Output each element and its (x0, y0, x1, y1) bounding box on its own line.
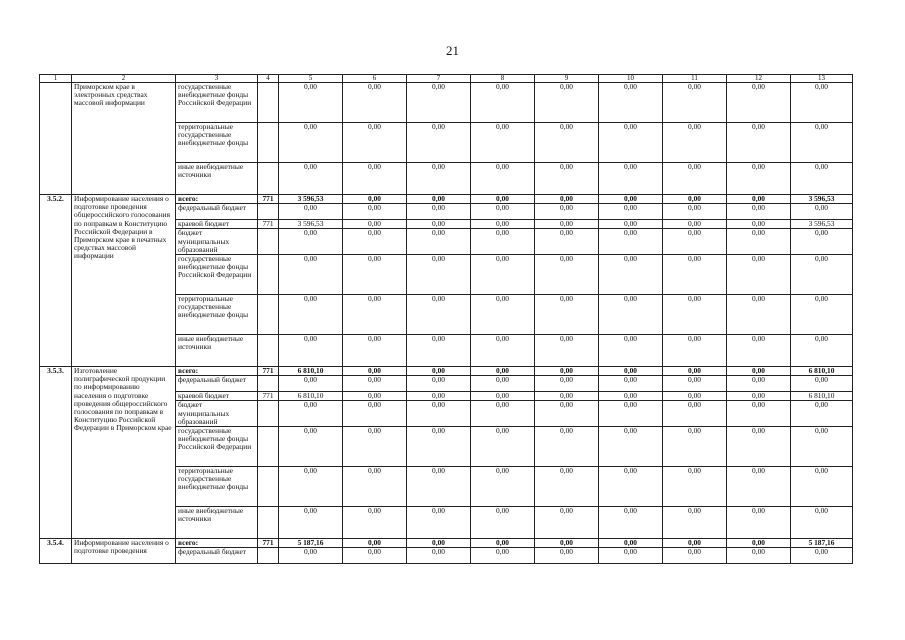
value-cell: 0,00 (343, 539, 407, 548)
value-cell: 0,00 (727, 427, 791, 467)
funding-source: государственные внебюджетные фонды Российской Федерации (176, 83, 258, 123)
value-cell: 0,00 (663, 507, 727, 539)
value-cell: 0,00 (599, 195, 663, 204)
item-code: 3.5.2. (40, 195, 72, 367)
value-cell: 0,00 (407, 467, 471, 507)
org-code (258, 401, 279, 427)
value-cell: 0,00 (279, 427, 343, 467)
value-cell: 6 810,10 (791, 392, 853, 401)
value-cell: 0,00 (727, 367, 791, 376)
value-cell: 0,00 (535, 83, 599, 123)
value-cell: 0,00 (343, 83, 407, 123)
value-cell: 0,00 (343, 376, 407, 392)
value-cell: 0,00 (279, 255, 343, 295)
value-cell: 0,00 (407, 539, 471, 548)
value-cell: 0,00 (535, 539, 599, 548)
org-code: 771 (258, 220, 279, 229)
value-cell: 0,00 (407, 367, 471, 376)
value-cell: 0,00 (535, 295, 599, 335)
value-cell: 0,00 (407, 295, 471, 335)
value-cell: 0,00 (663, 220, 727, 229)
column-header: 8 (471, 75, 535, 83)
value-cell: 0,00 (471, 195, 535, 204)
value-cell: 0,00 (599, 467, 663, 507)
value-cell: 0,00 (471, 548, 535, 564)
value-cell: 0,00 (663, 255, 727, 295)
value-cell: 0,00 (791, 123, 853, 163)
org-code (258, 229, 279, 255)
value-cell: 0,00 (599, 367, 663, 376)
value-cell: 0,00 (279, 401, 343, 427)
value-cell: 0,00 (791, 548, 853, 564)
value-cell: 0,00 (663, 83, 727, 123)
value-cell: 0,00 (535, 195, 599, 204)
value-cell: 0,00 (343, 195, 407, 204)
value-cell: 0,00 (471, 427, 535, 467)
table-row (40, 367, 853, 376)
org-code: 771 (258, 367, 279, 376)
column-header: 6 (343, 75, 407, 83)
value-cell: 0,00 (407, 335, 471, 367)
org-code (258, 467, 279, 507)
value-cell: 0,00 (407, 195, 471, 204)
funding-source: территориальные государственные внебюджетные фонды (176, 123, 258, 163)
value-cell: 0,00 (471, 392, 535, 401)
value-cell: 0,00 (407, 229, 471, 255)
value-cell: 0,00 (407, 427, 471, 467)
item-code: 3.5.4. (40, 539, 72, 564)
value-cell: 0,00 (599, 229, 663, 255)
value-cell: 0,00 (663, 163, 727, 195)
value-cell: 0,00 (727, 467, 791, 507)
funding-source: бюджет муниципальных образований (176, 401, 258, 427)
funding-source: территориальные государственные внебюджетные фонды (176, 467, 258, 507)
column-header: 2 (72, 75, 176, 83)
value-cell: 0,00 (471, 255, 535, 295)
value-cell: 0,00 (343, 295, 407, 335)
value-cell: 0,00 (727, 255, 791, 295)
item-name: Изготовление полиграфической продукции по информированию населения о подготовке проведения общероссийского голосования по поправкам в Конституцию Российской Федерации в Приморском крае (72, 367, 176, 539)
value-cell: 0,00 (471, 467, 535, 507)
funding-source: всего: (176, 195, 258, 204)
value-cell: 0,00 (599, 401, 663, 427)
value-cell: 0,00 (599, 255, 663, 295)
value-cell: 6 810,10 (791, 367, 853, 376)
value-cell: 0,00 (407, 376, 471, 392)
funding-source: иные внебюджетные источники (176, 163, 258, 195)
funding-source: федеральный бюджет (176, 376, 258, 392)
org-code (258, 376, 279, 392)
value-cell: 0,00 (471, 163, 535, 195)
value-cell: 0,00 (727, 548, 791, 564)
budget-table (39, 74, 853, 564)
value-cell: 0,00 (791, 83, 853, 123)
org-code (258, 204, 279, 220)
value-cell: 0,00 (343, 467, 407, 507)
column-header: 12 (727, 75, 791, 83)
value-cell: 0,00 (727, 204, 791, 220)
value-cell: 0,00 (407, 163, 471, 195)
value-cell: 0,00 (279, 229, 343, 255)
value-cell: 0,00 (727, 392, 791, 401)
value-cell: 0,00 (535, 204, 599, 220)
value-cell: 0,00 (599, 295, 663, 335)
value-cell: 0,00 (791, 295, 853, 335)
value-cell: 0,00 (663, 467, 727, 507)
value-cell: 0,00 (663, 195, 727, 204)
funding-source: федеральный бюджет (176, 204, 258, 220)
value-cell: 3 596,53 (791, 195, 853, 204)
value-cell: 0,00 (343, 123, 407, 163)
value-cell: 0,00 (599, 427, 663, 467)
value-cell: 0,00 (535, 123, 599, 163)
column-header: 10 (599, 75, 663, 83)
value-cell: 0,00 (663, 427, 727, 467)
value-cell: 0,00 (535, 548, 599, 564)
org-code (258, 83, 279, 123)
column-header: 9 (535, 75, 599, 83)
value-cell: 0,00 (471, 401, 535, 427)
value-cell: 0,00 (791, 507, 853, 539)
value-cell: 0,00 (663, 548, 727, 564)
org-code: 771 (258, 539, 279, 548)
value-cell: 0,00 (599, 83, 663, 123)
column-header: 7 (407, 75, 471, 83)
column-header: 5 (279, 75, 343, 83)
value-cell: 0,00 (791, 335, 853, 367)
item-code: 3.5.3. (40, 367, 72, 539)
value-cell: 0,00 (599, 376, 663, 392)
funding-source: территориальные государственные внебюджетные фонды (176, 295, 258, 335)
value-cell: 0,00 (663, 539, 727, 548)
funding-source: федеральный бюджет (176, 548, 258, 564)
value-cell: 0,00 (663, 204, 727, 220)
value-cell: 0,00 (727, 335, 791, 367)
value-cell: 0,00 (535, 376, 599, 392)
value-cell: 0,00 (727, 195, 791, 204)
value-cell: 0,00 (535, 220, 599, 229)
value-cell: 0,00 (343, 163, 407, 195)
value-cell: 0,00 (343, 204, 407, 220)
value-cell: 0,00 (279, 204, 343, 220)
value-cell: 0,00 (407, 255, 471, 295)
value-cell: 0,00 (407, 392, 471, 401)
org-code: 771 (258, 392, 279, 401)
column-header: 11 (663, 75, 727, 83)
org-code: 771 (258, 195, 279, 204)
org-code (258, 295, 279, 335)
value-cell: 0,00 (599, 335, 663, 367)
value-cell: 3 596,53 (279, 195, 343, 204)
org-code (258, 123, 279, 163)
value-cell: 0,00 (471, 220, 535, 229)
value-cell: 0,00 (343, 220, 407, 229)
value-cell: 0,00 (471, 123, 535, 163)
funding-source: краевой бюджет (176, 220, 258, 229)
value-cell: 3 596,53 (791, 220, 853, 229)
value-cell: 0,00 (279, 83, 343, 123)
value-cell: 3 596,53 (279, 220, 343, 229)
value-cell: 0,00 (343, 392, 407, 401)
value-cell: 0,00 (791, 229, 853, 255)
funding-source: иные внебюджетные источники (176, 335, 258, 367)
value-cell: 0,00 (599, 220, 663, 229)
column-header: 4 (258, 75, 279, 83)
value-cell: 0,00 (599, 204, 663, 220)
value-cell: 0,00 (535, 335, 599, 367)
value-cell: 0,00 (343, 367, 407, 376)
table-row (40, 83, 853, 123)
org-code (258, 255, 279, 295)
value-cell: 0,00 (791, 255, 853, 295)
value-cell: 0,00 (535, 427, 599, 467)
funding-source: иные внебюджетные источники (176, 507, 258, 539)
value-cell: 0,00 (727, 539, 791, 548)
value-cell: 0,00 (407, 123, 471, 163)
value-cell: 0,00 (407, 83, 471, 123)
value-cell: 0,00 (471, 335, 535, 367)
value-cell: 0,00 (727, 376, 791, 392)
org-code (258, 548, 279, 564)
value-cell: 0,00 (535, 229, 599, 255)
org-code (258, 335, 279, 367)
value-cell: 0,00 (663, 376, 727, 392)
value-cell: 0,00 (471, 83, 535, 123)
value-cell: 0,00 (791, 467, 853, 507)
funding-source: краевой бюджет (176, 392, 258, 401)
item-name: Информирование населения о подготовке проведения общероссийского голосования по поправкам в Конституцию Российской Федерации в Приморском крае в печатных средствах массовой информации (72, 195, 176, 367)
value-cell: 0,00 (343, 255, 407, 295)
value-cell: 0,00 (663, 401, 727, 427)
value-cell: 0,00 (599, 163, 663, 195)
value-cell: 0,00 (791, 204, 853, 220)
value-cell: 0,00 (663, 295, 727, 335)
funding-source: бюджет муниципальных образований (176, 229, 258, 255)
value-cell: 0,00 (535, 255, 599, 295)
value-cell: 0,00 (279, 163, 343, 195)
value-cell: 0,00 (471, 229, 535, 255)
value-cell: 0,00 (599, 123, 663, 163)
value-cell: 0,00 (663, 123, 727, 163)
table-row (40, 539, 853, 548)
value-cell: 0,00 (535, 507, 599, 539)
org-code (258, 427, 279, 467)
table-body (40, 75, 853, 564)
value-cell: 0,00 (599, 392, 663, 401)
header-row (40, 75, 853, 83)
value-cell: 0,00 (343, 229, 407, 255)
item-code (40, 83, 72, 195)
value-cell: 0,00 (343, 401, 407, 427)
value-cell: 0,00 (791, 376, 853, 392)
table-row (40, 195, 853, 204)
value-cell: 0,00 (279, 376, 343, 392)
value-cell: 0,00 (407, 204, 471, 220)
org-code (258, 507, 279, 539)
value-cell: 0,00 (407, 220, 471, 229)
value-cell: 0,00 (535, 367, 599, 376)
value-cell: 0,00 (471, 367, 535, 376)
value-cell: 5 187,16 (791, 539, 853, 548)
value-cell: 0,00 (471, 539, 535, 548)
funding-source: всего: (176, 539, 258, 548)
value-cell: 6 810,10 (279, 392, 343, 401)
funding-source: государственные внебюджетные фонды Российской Федерации (176, 427, 258, 467)
value-cell: 0,00 (727, 83, 791, 123)
item-name: Информирование населения о подготовке проведения (72, 539, 176, 564)
value-cell: 0,00 (535, 467, 599, 507)
value-cell: 0,00 (599, 539, 663, 548)
value-cell: 0,00 (727, 401, 791, 427)
value-cell: 0,00 (279, 123, 343, 163)
value-cell: 0,00 (727, 220, 791, 229)
funding-source: государственные внебюджетные фонды Российской Федерации (176, 255, 258, 295)
value-cell: 0,00 (791, 401, 853, 427)
value-cell: 0,00 (727, 163, 791, 195)
column-header: 3 (176, 75, 258, 83)
value-cell: 0,00 (599, 507, 663, 539)
value-cell: 0,00 (663, 392, 727, 401)
value-cell: 0,00 (279, 295, 343, 335)
funding-source: всего: (176, 367, 258, 376)
value-cell: 0,00 (471, 295, 535, 335)
value-cell: 0,00 (535, 392, 599, 401)
value-cell: 0,00 (471, 204, 535, 220)
value-cell: 0,00 (535, 401, 599, 427)
value-cell: 0,00 (727, 123, 791, 163)
value-cell: 0,00 (343, 507, 407, 539)
value-cell: 0,00 (407, 548, 471, 564)
value-cell: 0,00 (663, 335, 727, 367)
column-header: 13 (791, 75, 853, 83)
column-header: 1 (40, 75, 72, 83)
value-cell: 0,00 (279, 548, 343, 564)
value-cell: 0,00 (663, 367, 727, 376)
value-cell: 0,00 (791, 427, 853, 467)
value-cell: 5 187,16 (279, 539, 343, 548)
value-cell: 0,00 (471, 507, 535, 539)
value-cell: 0,00 (279, 507, 343, 539)
value-cell: 0,00 (343, 335, 407, 367)
value-cell: 0,00 (407, 507, 471, 539)
value-cell: 0,00 (343, 427, 407, 467)
value-cell: 0,00 (535, 163, 599, 195)
page-number: 21 (446, 43, 459, 58)
value-cell: 0,00 (727, 507, 791, 539)
value-cell: 0,00 (727, 229, 791, 255)
org-code (258, 163, 279, 195)
value-cell: 0,00 (279, 467, 343, 507)
value-cell: 0,00 (407, 401, 471, 427)
value-cell: 0,00 (599, 548, 663, 564)
value-cell: 0,00 (471, 376, 535, 392)
value-cell: 0,00 (791, 163, 853, 195)
value-cell: 0,00 (663, 229, 727, 255)
value-cell: 0,00 (343, 548, 407, 564)
value-cell: 0,00 (727, 295, 791, 335)
value-cell: 0,00 (279, 335, 343, 367)
value-cell: 6 810,10 (279, 367, 343, 376)
item-name: Приморском крае в электронных средствах массовой информации (72, 83, 176, 195)
